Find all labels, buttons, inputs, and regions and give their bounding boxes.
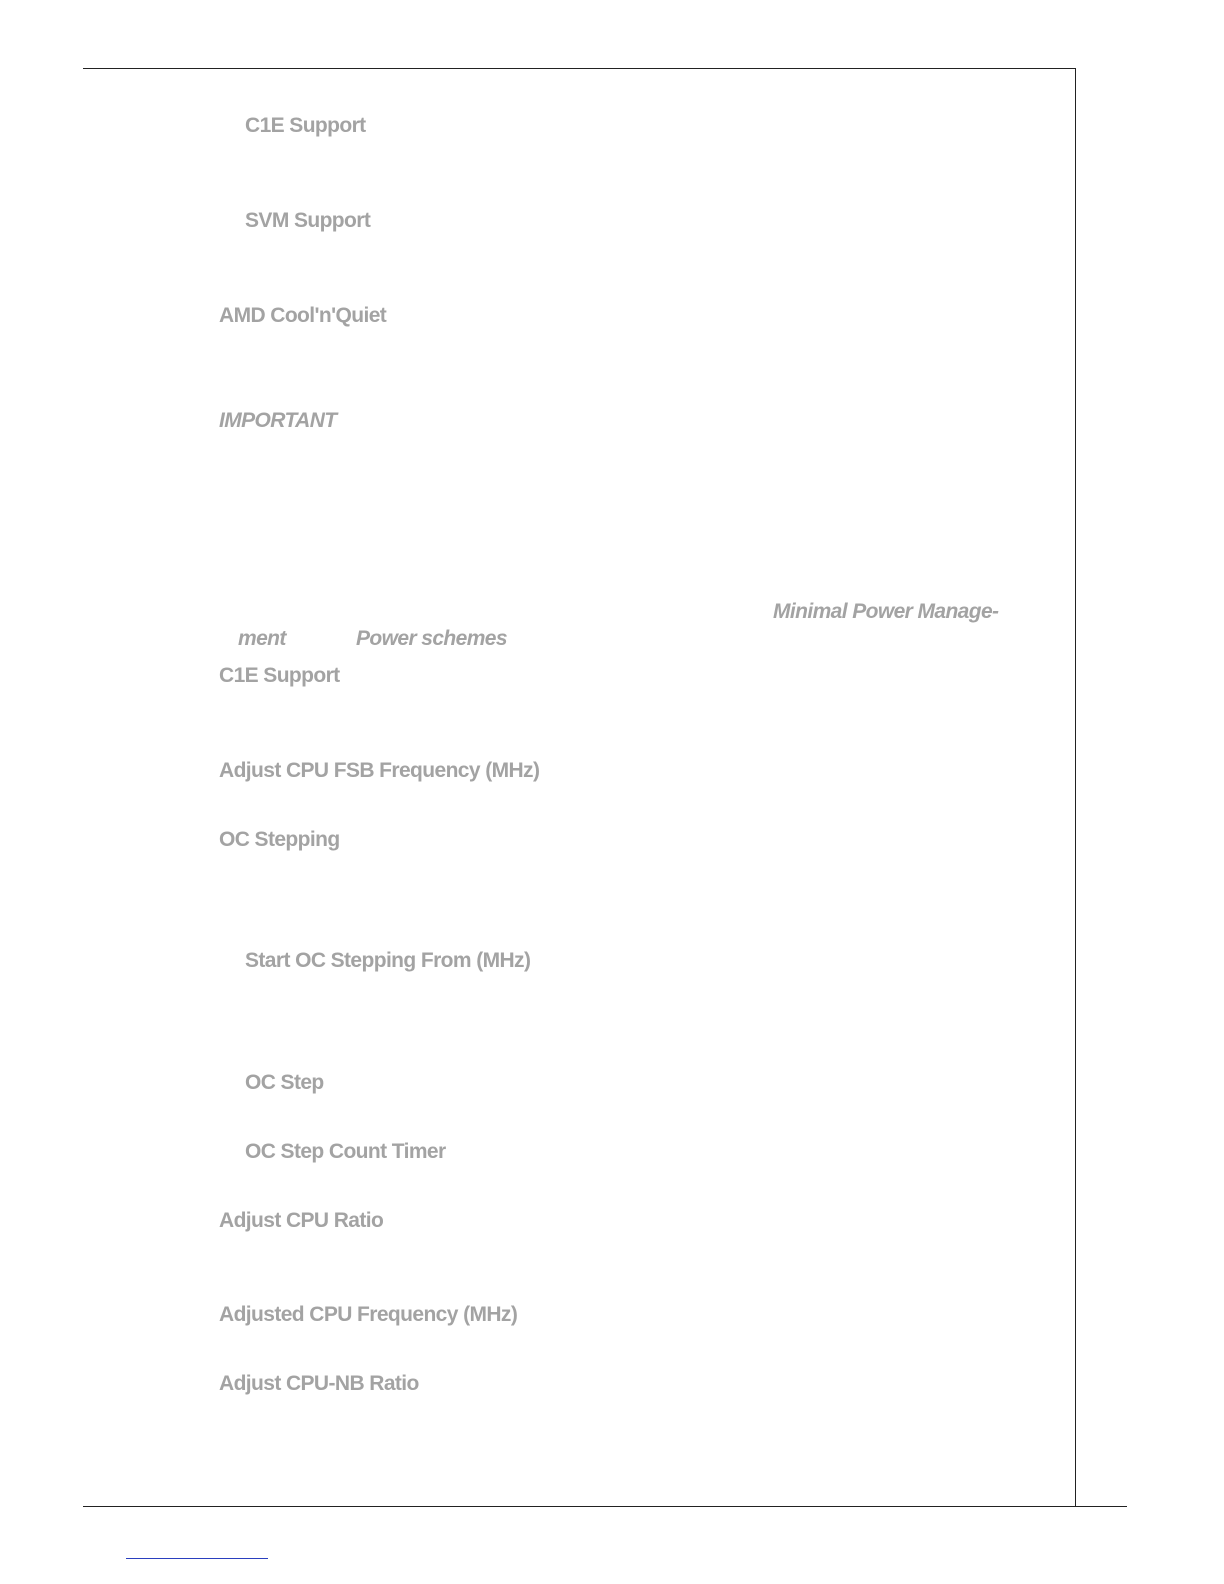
heading-c1e-support-sub: C1E Support <box>245 114 366 137</box>
heading-oc-step: OC Step <box>245 1071 324 1094</box>
heading-adjust-cpu-ratio: Adjust CPU Ratio <box>219 1209 384 1232</box>
heading-c1e-support: C1E Support <box>219 664 340 687</box>
heading-amd-cool-n-quiet: AMD Cool'n'Quiet <box>219 304 387 327</box>
heading-adjust-cpu-nb-ratio: Adjust CPU-NB Ratio <box>219 1372 419 1395</box>
note-minimal-power-management: Minimal Power Manage- <box>773 600 999 623</box>
heading-adjusted-cpu-frequency: Adjusted CPU Frequency (MHz) <box>219 1303 518 1326</box>
heading-adjust-cpu-fsb: Adjust CPU FSB Frequency (MHz) <box>219 759 540 782</box>
note-minimal-power-management-cont: ment <box>238 627 286 650</box>
top-rule <box>83 68 1076 69</box>
heading-oc-step-count-timer: OC Step Count Timer <box>245 1140 446 1163</box>
footer-link-underline[interactable] <box>126 1558 268 1559</box>
bottom-rule <box>83 1506 1127 1507</box>
right-rule <box>1075 68 1076 1507</box>
heading-important: IMPORTANT <box>219 409 337 432</box>
heading-svm-support: SVM Support <box>245 209 371 232</box>
note-power-schemes: Power schemes <box>356 627 507 650</box>
heading-oc-stepping: OC Stepping <box>219 828 340 851</box>
heading-start-oc-stepping: Start OC Stepping From (MHz) <box>245 949 531 972</box>
